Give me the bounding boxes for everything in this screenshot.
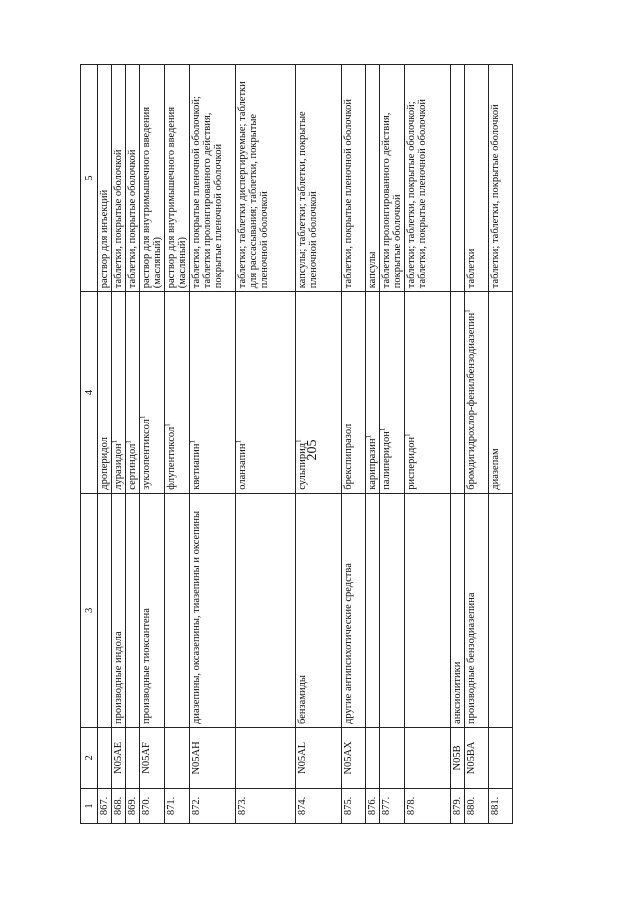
dosage-form-text: капсулы [367, 251, 378, 289]
drug-name [126, 292, 140, 493]
row-number [451, 788, 465, 823]
group-name [451, 493, 465, 727]
header-col-3: 3 [81, 493, 98, 727]
dosage-form [98, 65, 112, 292]
drug-name-text: карипразин [367, 438, 378, 490]
atc-code [112, 727, 126, 788]
group-name-text: производные индола [113, 631, 124, 724]
group-name-text: другие антипсихотические средства [343, 563, 354, 724]
footnote-marker: 1 [110, 439, 119, 444]
dosage-form-text: таблетки, покрытые пленочной оболочкой; таблетки пролонгированного действия, покрытые пленочной оболочкой [191, 96, 224, 289]
atc-code-text: N05B [452, 745, 463, 771]
dosage-form-text: таблетки, покрытые оболочкой [127, 149, 138, 289]
atc-code-text: N05AH [191, 741, 202, 775]
row-number-text: 867. [99, 796, 110, 816]
row-number-text: 873. [237, 796, 248, 816]
atc-code-text: N05AE [113, 741, 124, 774]
atc-code [126, 727, 140, 788]
table-row [165, 65, 190, 824]
drug-name [405, 292, 451, 493]
atc-code [405, 727, 451, 788]
table-row [296, 65, 342, 824]
row-number [405, 788, 451, 823]
footnote-marker: 1 [294, 439, 303, 443]
dosage-form [190, 65, 236, 292]
group-name-text: бензамиды [297, 675, 308, 724]
drug-name [165, 292, 190, 493]
footnote-marker: 1 [188, 439, 197, 444]
table-row [380, 65, 405, 824]
row-number-text: 869. [127, 796, 138, 816]
dosage-form [465, 65, 489, 292]
dosage-form [489, 65, 513, 292]
dosage-form-text: таблетки [466, 248, 477, 289]
drug-name-text: палиперидон [381, 431, 392, 490]
drug-name-text: брекспипразол [343, 423, 354, 490]
row-number-text: 878. [406, 796, 417, 816]
row-number [126, 788, 140, 823]
header-col-4: 4 [81, 292, 98, 493]
atc-code-text: N05AF [141, 742, 152, 774]
dosage-form [380, 65, 405, 292]
dosage-form [296, 65, 342, 292]
group-name [366, 493, 380, 727]
atc-code-text: N05AX [343, 741, 354, 775]
drug-name-text: флупентиксол [166, 426, 177, 490]
atc-code [190, 727, 236, 788]
table-row [451, 65, 465, 824]
header-col-2: 2 [81, 727, 98, 788]
drug-name-text: кветиапин [191, 443, 202, 490]
dosage-form-text: таблетки, покрытые оболочкой [113, 149, 124, 289]
group-name [489, 493, 513, 727]
header-col-1: 1 [81, 788, 98, 823]
group-name-text: диазепины, оксазепины, тиазепины и оксепины [191, 510, 202, 724]
drug-name [465, 292, 489, 493]
group-name [380, 493, 405, 727]
group-name [296, 493, 342, 727]
group-name [405, 493, 451, 727]
dosage-form-text: таблетки; таблетки, покрытые оболочкой; таблетки, покрытые пленочной оболочкой [406, 98, 428, 289]
drug-name [296, 292, 342, 493]
drug-name [98, 292, 112, 493]
group-name-text: производные бензодиазепина [466, 592, 477, 724]
row-number [112, 788, 126, 823]
footnote-marker: 1 [463, 309, 472, 313]
atc-code [140, 727, 165, 788]
drug-name [380, 292, 405, 493]
dosage-form [366, 65, 380, 292]
drug-name-text: дроперидол [99, 437, 110, 490]
row-number-text: 874. [297, 796, 308, 816]
row-number [380, 788, 405, 823]
row-number [366, 788, 380, 823]
drug-name [451, 292, 465, 493]
dosage-form-text: раствор для внутримышечного введения (масляный) [166, 106, 188, 289]
row-number-text: 877. [381, 796, 392, 816]
table-row [126, 65, 140, 824]
row-number-text: 868. [113, 796, 124, 816]
dosage-form [405, 65, 451, 292]
row-number [236, 788, 296, 823]
group-name [236, 493, 296, 727]
row-number [342, 788, 366, 823]
atc-code [451, 727, 465, 788]
dosage-form [126, 65, 140, 292]
dosage-form-text: таблетки, покрытые пленочной оболочкой [343, 98, 354, 289]
drug-name-text: рисперидон [406, 436, 417, 490]
table-row [140, 65, 165, 824]
table-row [366, 65, 380, 824]
group-name [112, 493, 126, 727]
drug-name-text: зуклопентиксол [141, 418, 152, 490]
row-number-text: 881. [490, 796, 501, 816]
row-number-text: 879. [452, 796, 463, 816]
page-number: 205 [305, 439, 320, 461]
table-body [98, 65, 513, 824]
footnote-marker: 1 [403, 433, 412, 437]
drug-name-text: сертиндол [127, 443, 138, 490]
row-number-text: 880. [466, 796, 477, 816]
row-number-text: 875. [343, 796, 354, 816]
dosage-form-text: капсулы; таблетки; таблетки, покрытые пленочной оболочкой [297, 111, 319, 289]
table-header-row [81, 65, 98, 824]
group-name [140, 493, 165, 727]
atc-code [236, 727, 296, 788]
group-name-text: производные тиоксантена [141, 608, 152, 724]
dosage-form [140, 65, 165, 292]
group-name [190, 493, 236, 727]
dosage-form [236, 65, 296, 292]
group-name [342, 493, 366, 727]
drug-name [366, 292, 380, 493]
dosage-form-text: раствор для внутримышечного введения (масляный) [141, 106, 163, 289]
row-number [165, 788, 190, 823]
drug-name-text: сульпирид [297, 442, 308, 490]
drug-name [112, 292, 126, 493]
row-number [98, 788, 112, 823]
atc-code-text: N05AL [297, 741, 308, 774]
drug-name-text: оланзапин [237, 443, 248, 490]
drug-name [342, 292, 366, 493]
atc-code [165, 727, 190, 788]
row-number [140, 788, 165, 823]
row-number-text: 876. [367, 796, 378, 816]
dosage-form-text: таблетки; таблетки, покрытые оболочкой [490, 104, 501, 289]
dosage-form [342, 65, 366, 292]
table-row [190, 65, 236, 824]
drug-name [190, 292, 236, 493]
footnote-marker: 1 [138, 415, 147, 419]
atc-code [489, 727, 513, 788]
drug-name [236, 292, 296, 493]
dosage-form-text: раствор для инъекций [99, 189, 110, 289]
drug-name [489, 292, 513, 493]
atc-code [342, 727, 366, 788]
dosage-form [451, 65, 465, 292]
atc-code [98, 727, 112, 788]
row-number-text: 871. [166, 796, 177, 816]
row-number [190, 788, 236, 823]
table-row [112, 65, 126, 824]
header-col-5: 5 [81, 65, 98, 292]
row-number [465, 788, 489, 823]
table-row [236, 65, 296, 824]
dosage-form-text: таблетки; таблетки диспергируемые; таблетки для рассасывания; таблетки, покрытые пленочной оболочкой [237, 81, 270, 289]
row-number-text: 872. [191, 796, 202, 816]
group-name [98, 493, 112, 727]
row-number-text: 870. [141, 796, 152, 816]
footnote-marker: 1 [364, 434, 373, 439]
footnote-marker: 1 [163, 423, 172, 427]
atc-code-text: N05BA [466, 741, 477, 775]
drug-name-text: бромдигидрохлор-фенилбензодиазепин [466, 312, 477, 490]
drug-name [140, 292, 165, 493]
table-row [342, 65, 366, 824]
drug-name-text: луразидон [113, 443, 124, 490]
dosage-form [165, 65, 190, 292]
group-name [165, 493, 190, 727]
group-name [465, 493, 489, 727]
table-row [98, 65, 112, 824]
dosage-form-text: таблетки пролонгированного действия, покрытые оболочкой [381, 112, 403, 289]
drug-name-text: диазепам [490, 448, 501, 490]
drug-table [80, 64, 513, 824]
group-name [126, 493, 140, 727]
atc-code [380, 727, 405, 788]
atc-code [366, 727, 380, 788]
table-row [465, 65, 489, 824]
group-name-text: анксиолитики [452, 661, 463, 724]
footnote-marker: 1 [234, 440, 243, 444]
footnote-marker: 1 [378, 427, 387, 432]
atc-code [296, 727, 342, 788]
table-row [405, 65, 451, 824]
footnote-marker: 1 [124, 440, 133, 444]
atc-code [465, 727, 489, 788]
table-row [489, 65, 513, 824]
drug-table-frame [80, 64, 532, 824]
row-number [489, 788, 513, 823]
row-number [296, 788, 342, 823]
dosage-form [112, 65, 126, 292]
